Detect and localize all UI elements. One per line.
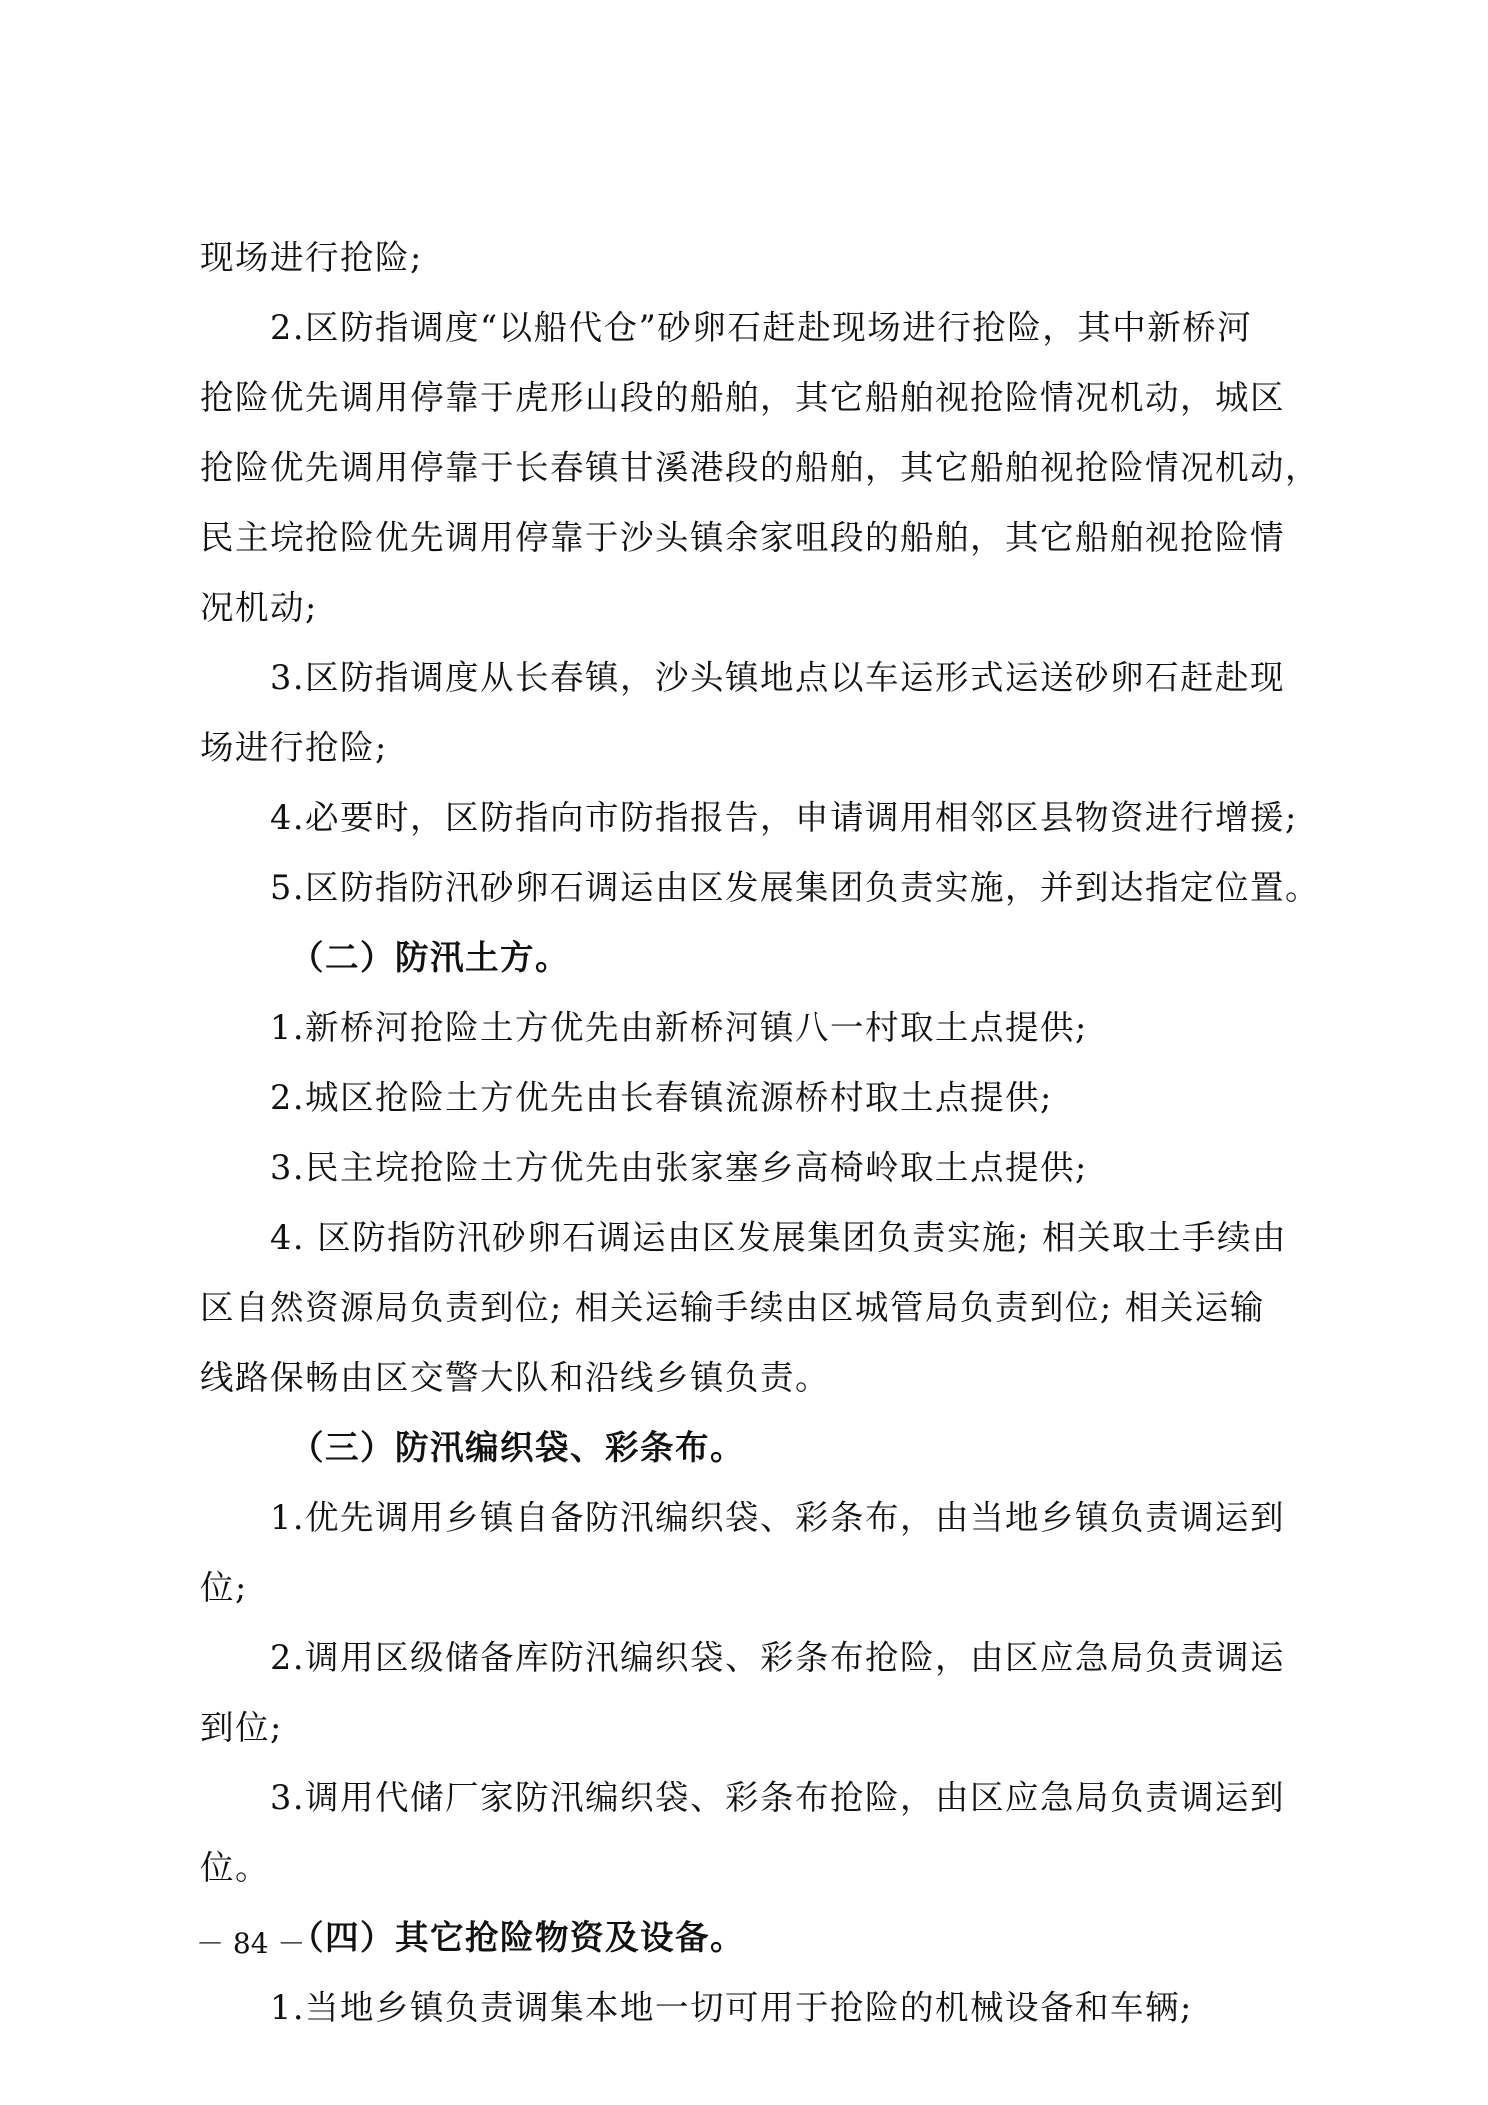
text-line: 位; — [200, 1568, 248, 1607]
text-line: 区自然资源局负责到位; 相关运输手续由区城管局负责到位; 相关运输 — [200, 1288, 1265, 1327]
text-line: 1.当地乡镇负责调集本地一切可用于抢险的机械设备和车辆; — [270, 1988, 1193, 2027]
text-line: 4. 区防指防汛砂卵石调运由区发展集团负责实施; 相关取土手续由 — [270, 1218, 1288, 1257]
text-line: 抢险优先调用停靠于虎形山段的船舶，其它船舶视抢险情况机动，城区 — [200, 378, 1285, 417]
text-line: 5.区防指防汛砂卵石调运由区发展集团负责实施，并到达指定位置。 — [270, 868, 1320, 907]
section-heading: （二）防汛土方。 — [290, 938, 570, 977]
text-line: 3.调用代储厂家防汛编织袋、彩条布抢险，由区应急局负责调运到 — [270, 1778, 1285, 1817]
text-line: 3.区防指调度从长春镇，沙头镇地点以车运形式运送砂卵石赶赴现 — [270, 658, 1285, 697]
text-line: 场进行抢险; — [200, 728, 388, 767]
text-line: 2.区防指调度“以船代仓”砂卵石赶赴现场进行抢险，其中新桥河 — [270, 308, 1253, 347]
text-line: 3.民主垸抢险土方优先由张家塞乡高椅岭取土点提供; — [270, 1148, 1088, 1187]
text-line: 1.优先调用乡镇自备防汛编织袋、彩条布，由当地乡镇负责调运到 — [270, 1498, 1285, 1537]
text-line: 现场进行抢险; — [200, 238, 423, 277]
text-line: 线路保畅由区交警大队和沿线乡镇负责。 — [200, 1358, 830, 1397]
text-line: 到位; — [200, 1708, 283, 1747]
text-line: 况机动; — [200, 588, 318, 627]
section-heading: （三）防汛编织袋、彩条布。 — [290, 1428, 745, 1467]
text-line: 2.城区抢险土方优先由长春镇流源桥村取土点提供; — [270, 1078, 1053, 1117]
text-line: 4.必要时，区防指向市防指报告，申请调用相邻区县物资进行增援; — [270, 798, 1298, 837]
text-line: 1.新桥河抢险土方优先由新桥河镇八一村取土点提供; — [270, 1008, 1088, 1047]
text-line: 抢险优先调用停靠于长春镇甘溪港段的船舶，其它船舶视抢险情况机动， — [200, 448, 1320, 487]
text-line: 位。 — [200, 1848, 270, 1887]
text-line: 2.调用区级储备库防汛编织袋、彩条布抢险，由区应急局负责调运 — [270, 1638, 1285, 1677]
section-heading: （四）其它抢险物资及设备。 — [290, 1918, 745, 1957]
text-line: 民主垸抢险优先调用停靠于沙头镇余家咀段的船舶，其它船舶视抢险情 — [200, 518, 1285, 557]
page-number: － 84 － — [196, 1927, 306, 1960]
